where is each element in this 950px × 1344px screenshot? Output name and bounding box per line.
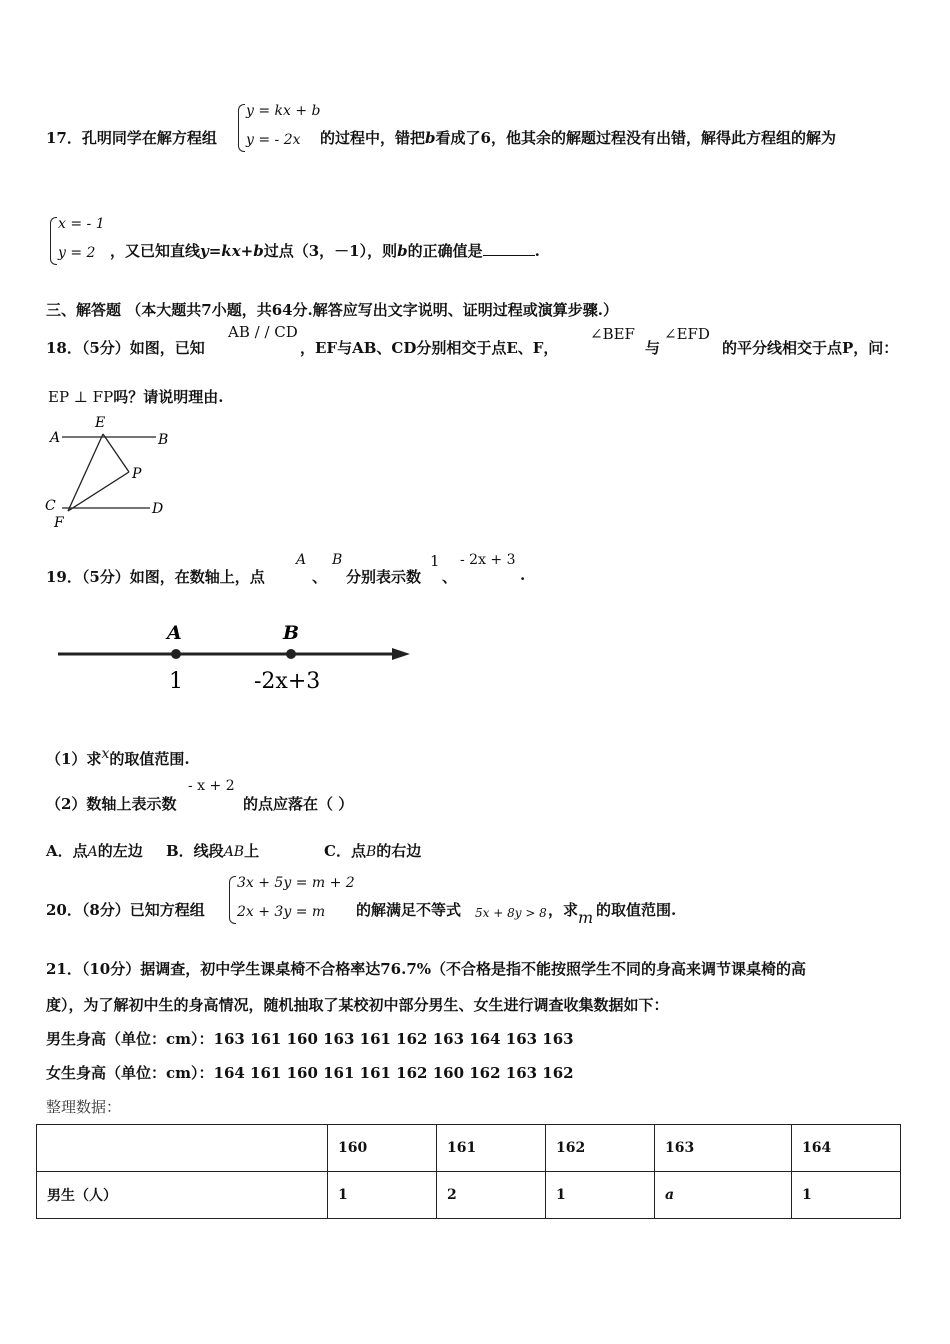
table-header-row xyxy=(37,1125,901,1172)
table-row xyxy=(37,1172,901,1219)
q17-solution-brace xyxy=(50,217,57,265)
q19-sep: 、 xyxy=(312,568,328,586)
axis-label-a: A xyxy=(167,622,182,644)
q21-data-table xyxy=(36,1124,901,1219)
q19-end: . xyxy=(520,566,526,584)
q21-boys-data: 男生身高（单位：cm）：163 161 160 163 161 162 163 164 163 163 xyxy=(46,1030,574,1048)
q19-num2: - 2x + 3 xyxy=(460,552,516,568)
q19-number-line xyxy=(50,615,420,700)
q21-line2: 度），为了解初中生的身高情况，随机抽取了某校初中部分男生、女生进行调查收集数据如下： xyxy=(46,996,669,1014)
q19-option-a: A．点A的左边 xyxy=(46,842,143,860)
q18-angle1: ∠BEF xyxy=(590,325,635,343)
q19-num1: 1 xyxy=(430,552,440,570)
q18-figure xyxy=(40,410,180,534)
q17-sol1: x = - 1 xyxy=(58,216,105,232)
table-header-cell: 163 xyxy=(655,1125,792,1172)
table-cell: 1 xyxy=(546,1172,655,1219)
q19-part2-post: 的点应落在（ ） xyxy=(243,795,354,813)
q19-part1: （1）求x的取值范围. xyxy=(46,746,190,768)
label-b: B xyxy=(158,432,169,448)
axis-value-2: -2x+3 xyxy=(254,669,321,694)
q17-text: 的过程中，错把b看成了6，他其余的解题过程没有出错，解得此方程组的解为 xyxy=(320,129,836,147)
label-c: C xyxy=(45,498,56,514)
table-header-cell: 162 xyxy=(546,1125,655,1172)
section3-heading: 三、解答题 （本大题共7小题，共64分.解答应写出文字说明、证明过程或演算步骤.） xyxy=(46,301,619,319)
q17-sol2: y = 2 xyxy=(58,245,96,261)
q20-eq2: 2x + 3y = m xyxy=(237,904,326,920)
table-cell: 2 xyxy=(437,1172,546,1219)
q21-organize-label: 整理数据： xyxy=(46,1098,122,1116)
q19-option-b: B．线段AB上 xyxy=(166,842,260,860)
q20-prefix: 20．（8分）已知方程组 xyxy=(46,901,205,919)
q20-text2: ，求 xyxy=(548,901,579,919)
table-header-cell: 164 xyxy=(792,1125,901,1172)
line-ep xyxy=(103,434,129,472)
q17-system-brace xyxy=(238,104,245,152)
label-d: D xyxy=(152,501,164,517)
label-e: E xyxy=(95,415,106,431)
q18-with: 与 xyxy=(645,339,661,357)
q21-girls-data: 女生身高（单位：cm）：164 161 160 161 161 162 160 162 163 162 xyxy=(46,1064,574,1082)
q18-question: EP ⊥ FP吗？请说明理由. xyxy=(48,388,224,406)
q18-angle2: ∠EFD xyxy=(664,325,710,343)
table-cell: 男生（人） xyxy=(37,1172,328,1219)
q18-text2: 的平分线相交于点P，问： xyxy=(722,339,899,357)
q19-part2-pre: （2）数轴上表示数 xyxy=(46,795,177,813)
label-f: F xyxy=(54,515,64,531)
q17-eq1: y = kx + b xyxy=(246,103,321,119)
q19-prefix: 19．（5分）如图，在数轴上，点 xyxy=(46,568,265,586)
q17-text-line2: ，又已知直线y=kx+b过点（3，－1），则b的正确值是 . xyxy=(110,242,540,260)
axis-arrow xyxy=(392,648,410,660)
q17-prefix: 17．孔明同学在解方程组 xyxy=(46,129,217,147)
table-cell: a xyxy=(655,1172,792,1219)
table-cell: 1 xyxy=(328,1172,437,1219)
q19-point-a: A xyxy=(296,552,307,568)
q18-text1: ，EF与AB、CD分别相交于点E、F， xyxy=(300,339,559,357)
axis-value-1: 1 xyxy=(169,669,183,694)
q19-option-c: C．点B的右边 xyxy=(324,842,422,860)
q19-text1: 分别表示数 xyxy=(346,568,422,586)
q20-system-brace xyxy=(229,876,236,924)
q19-point-b: B xyxy=(332,552,343,568)
q20-inequality: 5x + 8y > 8 xyxy=(475,906,547,920)
table-cell: 1 xyxy=(792,1172,901,1219)
q20-text1: 的解满足不等式 xyxy=(356,901,462,919)
q17-eq2: y = - 2x xyxy=(246,132,301,148)
table-header-cell: 160 xyxy=(328,1125,437,1172)
q20-text3: 的取值范围. xyxy=(596,901,677,919)
axis-label-b: B xyxy=(283,622,300,644)
q19-part2-expr: - x + 2 xyxy=(188,778,235,794)
q20-eq1: 3x + 5y = m + 2 xyxy=(237,875,355,891)
label-a: A xyxy=(50,430,61,446)
q20-var-m: m xyxy=(578,908,594,927)
label-p: P xyxy=(132,466,142,482)
point-a-dot xyxy=(171,649,181,659)
q18-parallel: AB / / CD xyxy=(228,323,298,341)
point-b-dot xyxy=(286,649,296,659)
q21-line1: 21．（10分）据调查，初中学生课桌椅不合格率达76.7%（不合格是指不能按照学生不同的身高来调节课桌椅的高 xyxy=(46,960,807,978)
q18-prefix: 18．（5分）如图，已知 xyxy=(46,339,205,357)
table-header-cell xyxy=(37,1125,328,1172)
q19-sep2: 、 xyxy=(442,568,458,586)
q17-answer-blank xyxy=(483,243,535,256)
table-header-cell: 161 xyxy=(437,1125,546,1172)
